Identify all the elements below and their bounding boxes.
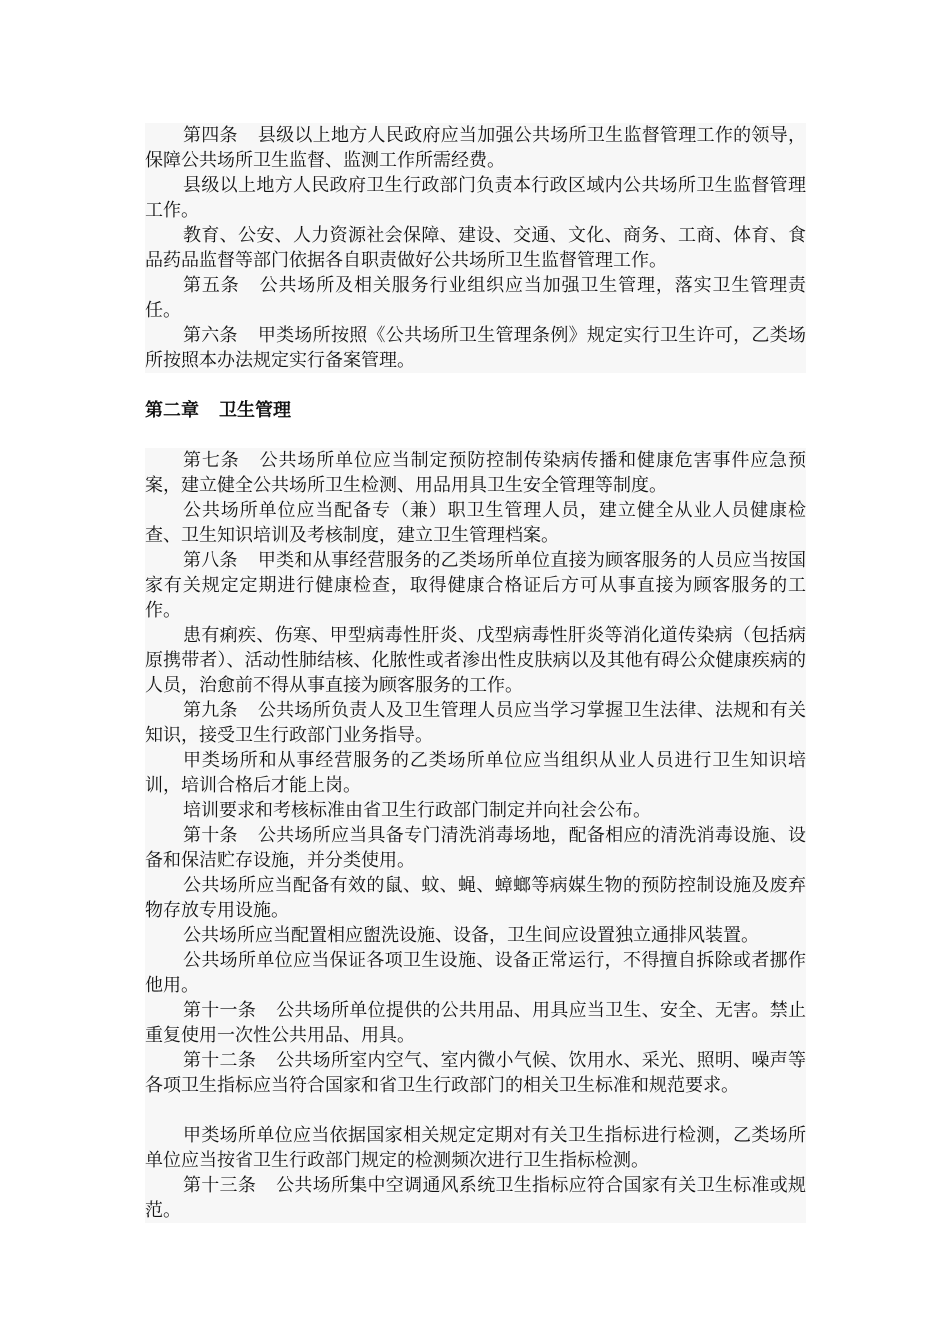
paragraph-gap (145, 1098, 806, 1123)
paragraph-text: 甲类场所按照《公共场所卫生管理条例》规定实行卫生许可，乙类场所按照本办法规定实行备案管理。 (145, 325, 806, 371)
article-paragraph (145, 998, 806, 1048)
body-paragraph (145, 173, 806, 223)
paragraph-text: 患有痢疾、伤寒、甲型病毒性肝炎、戊型病毒性肝炎等消化道传染病（包括病原携带者）、活动性肺结核、化脓性或者渗出性皮肤病以及其他有碍公众健康疾病的人员，治愈前不得从事直接为顾客服务的工作。 (145, 625, 806, 696)
body-paragraph (145, 223, 806, 273)
paragraph-text: 甲类和从事经营服务的乙类场所单位直接为顾客服务的人员应当按国家有关规定定期进行健康检查，取得健康合格证后方可从事直接为顾客服务的工作。 (145, 550, 806, 621)
body-paragraph (145, 923, 806, 948)
article-paragraph (145, 548, 806, 623)
article-number: 第七条 (183, 450, 240, 471)
paragraph-text: 公共场所负责人及卫生管理人员应当学习掌握卫生法律、法规和有关知识，接受卫生行政部门业务指导。 (145, 700, 806, 746)
document-body (145, 123, 806, 1223)
body-paragraph (145, 1123, 806, 1173)
paragraph-text: 公共场所单位应当保证各项卫生设施、设备正常运行，不得擅自拆除或者挪作他用。 (145, 950, 806, 996)
paragraph-text: 公共场所单位应当制定预防控制传染病传播和健康危害事件应急预案，建立健全公共场所卫生检测、用品用具卫生安全管理等制度。 (145, 450, 807, 496)
article-paragraph (145, 698, 806, 748)
article-paragraph (145, 1048, 806, 1098)
article-paragraph (145, 823, 806, 873)
paragraph-text: 公共场所单位提供的公共用品、用具应当卫生、安全、无害。禁止重复使用一次性公共用品、用具。 (145, 1000, 806, 1046)
article-number: 第五条 (183, 275, 240, 296)
paragraph-text: 教育、公安、人力资源社会保障、建设、交通、文化、商务、工商、体育、食品药品监督等部门依据各自职责做好公共场所卫生监督管理工作。 (145, 225, 806, 271)
paragraph-text: 公共场所单位应当配备专（兼）职卫生管理人员，建立健全从业人员健康检查、卫生知识培训及考核制度，建立卫生管理档案。 (145, 500, 806, 546)
article-paragraph (145, 123, 806, 173)
article-number: 第十一条 (183, 1000, 257, 1021)
body-paragraph (145, 623, 806, 698)
article-number: 第四条 (183, 125, 238, 146)
article-paragraph (145, 273, 806, 323)
article-paragraph (145, 323, 806, 373)
body-paragraph (145, 748, 806, 798)
section-hygiene-management-continued (145, 1123, 806, 1223)
paragraph-text: 甲类场所和从事经营服务的乙类场所单位应当组织从业人员进行卫生知识培训，培训合格后才能上岗。 (145, 750, 806, 796)
body-paragraph (145, 948, 806, 998)
article-paragraph (145, 448, 806, 498)
chapter-heading (145, 373, 806, 448)
article-number: 第九条 (183, 700, 238, 721)
section-general-provisions (145, 123, 806, 373)
paragraph-text: 公共场所应当配备有效的鼠、蚊、蝇、蟑螂等病媒生物的预防控制设施及废弃物存放专用设施。 (145, 875, 806, 921)
article-number: 第十三条 (183, 1175, 257, 1196)
article-number: 第十二条 (183, 1050, 257, 1071)
body-paragraph (145, 798, 806, 823)
paragraph-text: 公共场所及相关服务行业组织应当加强卫生管理，落实卫生管理责任。 (145, 275, 807, 321)
chapter-number: 第二章 (145, 400, 199, 421)
body-paragraph (145, 873, 806, 923)
article-number: 第八条 (183, 550, 238, 571)
body-paragraph (145, 498, 806, 548)
chapter-title: 卫生管理 (219, 400, 291, 421)
paragraph-text: 公共场所室内空气、室内微小气候、饮用水、采光、照明、噪声等各项卫生指标应当符合国家和省卫生行政部门的相关卫生标准和规范要求。 (145, 1050, 806, 1096)
paragraph-text: 公共场所应当具备专门清洗消毒场地，配备相应的清洗消毒设施、设备和保洁贮存设施，并分类使用。 (145, 825, 806, 871)
article-number: 第十条 (183, 825, 238, 846)
paragraph-text: 县级以上地方人民政府应当加强公共场所卫生监督管理工作的领导，保障公共场所卫生监督、监测工作所需经费。 (145, 125, 806, 171)
article-number: 第六条 (183, 325, 238, 346)
paragraph-text: 公共场所应当配置相应盥洗设施、设备，卫生间应设置独立通排风装置。 (183, 925, 759, 946)
paragraph-text: 公共场所集中空调通风系统卫生指标应符合国家有关卫生标准或规范。 (145, 1175, 806, 1221)
paragraph-text: 县级以上地方人民政府卫生行政部门负责本行政区域内公共场所卫生监督管理工作。 (145, 175, 806, 221)
paragraph-text: 甲类场所单位应当依据国家相关规定定期对有关卫生指标进行检测，乙类场所单位应当按省卫生行政部门规定的检测频次进行卫生指标检测。 (145, 1125, 806, 1171)
article-paragraph (145, 1173, 806, 1223)
section-hygiene-management (145, 448, 806, 1098)
paragraph-text: 培训要求和考核标准由省卫生行政部门制定并向社会公布。 (183, 800, 651, 821)
